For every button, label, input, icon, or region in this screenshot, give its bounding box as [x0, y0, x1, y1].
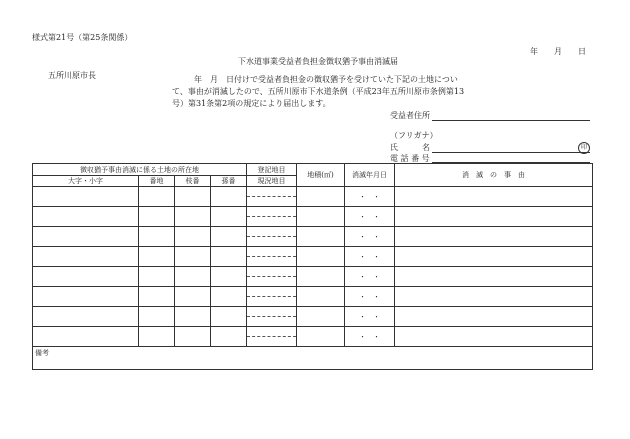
edaban-cell[interactable]: [175, 247, 211, 267]
edaban-cell[interactable]: [175, 227, 211, 247]
date-cell[interactable]: [345, 207, 395, 227]
magoban-cell[interactable]: [211, 207, 247, 227]
table-row: [33, 327, 593, 347]
location-group-header: 徴収猶予事由消滅に係る土地の所在地: [33, 164, 247, 176]
banchi-cell[interactable]: [139, 327, 175, 347]
land-category-cell[interactable]: [247, 327, 297, 347]
district-cell[interactable]: [33, 207, 139, 227]
date-cell[interactable]: [345, 247, 395, 267]
banchi-cell[interactable]: [139, 227, 175, 247]
land-category-cell[interactable]: [247, 227, 297, 247]
date-placeholder: ・ ・: [359, 272, 380, 281]
edaban-cell[interactable]: [175, 327, 211, 347]
land-category-cell[interactable]: [247, 307, 297, 327]
seal-mark: 印: [578, 142, 590, 154]
magoban-cell[interactable]: [211, 227, 247, 247]
reason-cell[interactable]: [395, 227, 593, 247]
district-cell[interactable]: [33, 247, 139, 267]
table-row: [33, 267, 593, 287]
area-cell[interactable]: [297, 327, 345, 347]
land-category-cell[interactable]: [247, 247, 297, 267]
land-category-cell[interactable]: [247, 187, 297, 207]
edaban-cell[interactable]: [175, 207, 211, 227]
date-placeholder: ・ ・: [359, 252, 380, 261]
form-title: 下水道事業受益者負担金徴収猶予事由消滅届: [238, 57, 398, 66]
land-table: [32, 163, 593, 370]
magoban-cell[interactable]: [211, 327, 247, 347]
date-placeholder: ・ ・: [359, 232, 380, 241]
land-category-cell[interactable]: [247, 267, 297, 287]
furigana-label: （フリガナ）: [390, 131, 438, 140]
address-field[interactable]: [432, 120, 590, 121]
banchi-cell[interactable]: [139, 247, 175, 267]
edaban-cell[interactable]: [175, 287, 211, 307]
header-magoban: 孫番: [211, 176, 247, 187]
date-cell[interactable]: [345, 287, 395, 307]
magoban-cell[interactable]: [211, 187, 247, 207]
submission-date: 年 月 日: [530, 47, 586, 56]
banchi-cell[interactable]: [139, 187, 175, 207]
banchi-cell[interactable]: [139, 267, 175, 287]
name-label: 氏 名: [390, 143, 430, 152]
date-cell[interactable]: [345, 187, 395, 207]
reason-cell[interactable]: [395, 187, 593, 207]
table-row: [33, 307, 593, 327]
area-cell[interactable]: [297, 267, 345, 287]
district-cell[interactable]: [33, 227, 139, 247]
edaban-cell[interactable]: [175, 267, 211, 287]
body-text-line-3: 号）第31条第2項の規定により届出します。: [172, 99, 331, 108]
header-district: 大字・小字: [33, 176, 139, 187]
land-category-cell[interactable]: [247, 287, 297, 307]
table-row: [33, 207, 593, 227]
edaban-cell[interactable]: [175, 187, 211, 207]
district-cell[interactable]: [33, 267, 139, 287]
area-cell[interactable]: [297, 187, 345, 207]
land-category-cell[interactable]: [247, 207, 297, 227]
header-reason: 消 滅 の 事 由: [395, 164, 593, 187]
magoban-cell[interactable]: [211, 307, 247, 327]
area-cell[interactable]: [297, 307, 345, 327]
body-text-line-1: 年 月 日付けで受益者負担金の徴収猶予を受けていた下記の土地につい: [194, 75, 458, 84]
header-current-category: 現況地目: [247, 176, 297, 187]
date-placeholder: ・ ・: [359, 332, 380, 341]
table-row: [33, 247, 593, 267]
phone-label: 電 話 番 号: [390, 154, 430, 163]
table-row: [33, 287, 593, 307]
district-cell[interactable]: [33, 187, 139, 207]
date-placeholder: ・ ・: [359, 292, 380, 301]
addressee: 五所川原市長: [48, 71, 96, 80]
header-banchi: 番地: [139, 176, 175, 187]
header-edaban: 枝番: [175, 176, 211, 187]
date-cell[interactable]: [345, 267, 395, 287]
date-cell[interactable]: [345, 307, 395, 327]
date-cell[interactable]: [345, 327, 395, 347]
form-number: 様式第21号（第25条関係）: [32, 33, 133, 42]
header-registered-category: 登記地目: [247, 164, 297, 176]
remarks-cell[interactable]: [33, 347, 593, 370]
district-cell[interactable]: [33, 287, 139, 307]
date-placeholder: ・ ・: [359, 192, 380, 201]
header-date: 消滅年月日: [345, 164, 395, 187]
reason-cell[interactable]: [395, 267, 593, 287]
reason-cell[interactable]: [395, 327, 593, 347]
table-row: [33, 187, 593, 207]
date-placeholder: ・ ・: [359, 312, 380, 321]
banchi-cell[interactable]: [139, 287, 175, 307]
area-cell[interactable]: [297, 227, 345, 247]
header-area: 地積(㎡): [297, 164, 345, 187]
reason-cell[interactable]: [395, 207, 593, 227]
district-cell[interactable]: [33, 327, 139, 347]
reason-cell[interactable]: [395, 287, 593, 307]
table-row: [33, 227, 593, 247]
magoban-cell[interactable]: [211, 247, 247, 267]
body-text-line-2: て、事由が消滅したので、五所川原市下水道条例（平成23年五所川原市条例第13: [172, 87, 465, 96]
magoban-cell[interactable]: [211, 267, 247, 287]
edaban-cell[interactable]: [175, 307, 211, 327]
area-cell[interactable]: [297, 247, 345, 267]
magoban-cell[interactable]: [211, 287, 247, 307]
date-cell[interactable]: [345, 227, 395, 247]
area-cell[interactable]: [297, 207, 345, 227]
banchi-cell[interactable]: [139, 207, 175, 227]
district-cell[interactable]: [33, 307, 139, 327]
remarks-label: 備考: [35, 349, 49, 357]
address-label: 受益者住所: [390, 111, 430, 120]
remarks-row: [33, 347, 593, 370]
date-placeholder: ・ ・: [359, 212, 380, 221]
banchi-cell[interactable]: [139, 307, 175, 327]
reason-cell[interactable]: [395, 247, 593, 267]
name-field[interactable]: [432, 152, 590, 153]
area-cell[interactable]: [297, 287, 345, 307]
reason-cell[interactable]: [395, 307, 593, 327]
